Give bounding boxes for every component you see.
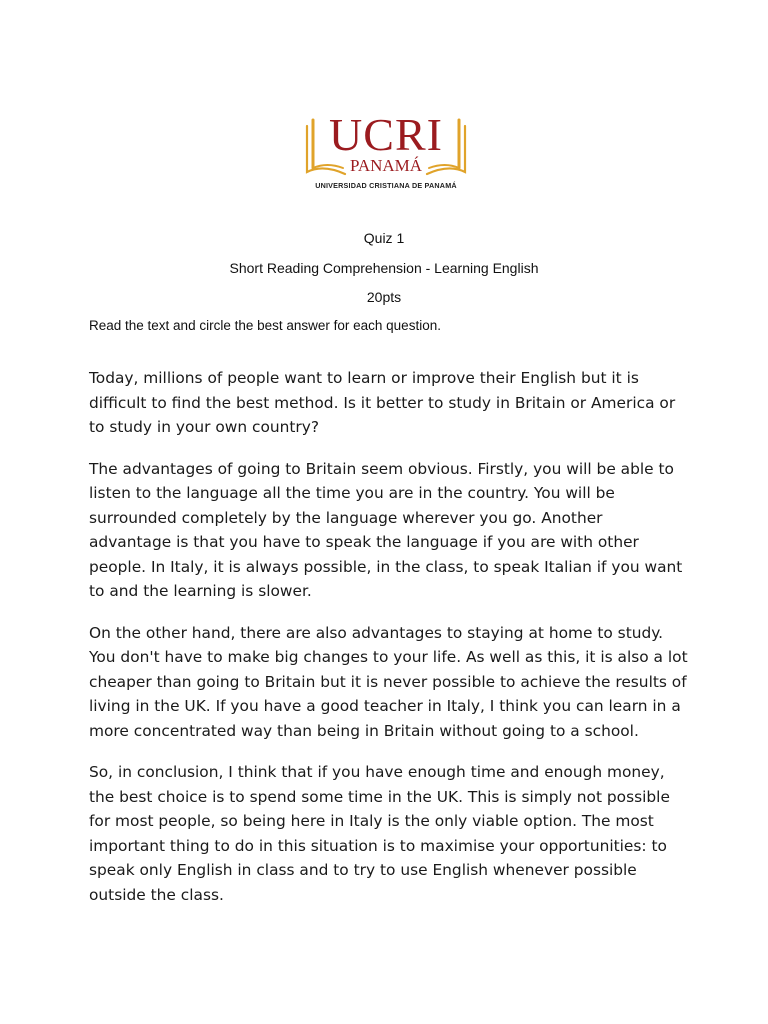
quiz-title: Quiz 1 — [363, 230, 405, 246]
quiz-subtitle: Short Reading Comprehension - Learning English — [229, 260, 539, 276]
logo-brand-text: UCRI — [329, 109, 443, 160]
ucri-logo-graphic — [303, 108, 469, 196]
university-logo — [303, 108, 469, 196]
reading-passage — [89, 366, 689, 924]
reading-paragraph: Today, millions of people want to learn or improve their English but it is difficult to find the best method. Is it better to study in Britain or America or to study in your own country? — [89, 369, 676, 436]
logo-country-text: PANAMÁ — [349, 156, 423, 175]
quiz-points: 20pts — [366, 289, 402, 305]
quiz-instruction: Read the text and circle the best answer for each question. — [89, 318, 441, 333]
reading-paragraph: On the other hand, there are also advantages to staying at home to study. You don't have to make big changes to your life. As well as this, it is also a lot cheaper than going to Britain but it is never possible to achieve the results of living in the UK. If you have a good teacher in Italy, I think you can learn in a more concentrated way than being in Britain without going to a school. — [89, 623, 688, 740]
reading-paragraph: The advantages of going to Britain seem obvious. Firstly, you will be able to listen to the language all the time you are in the country. You will be surrounded completely by the language wherever you go. Another advantage is that you have to speak the language if you are with other people. In Italy, it is always possible, in the class, to speak Italian if you want to and the learning is slower. — [89, 459, 683, 600]
logo-university-text: UNIVERSIDAD CRISTIANA DE PANAMÁ — [315, 181, 457, 190]
reading-paragraph: So, in conclusion, I think that if you have enough time and enough money, the best choice is to spend some time in the UK. This is simply not possible for most people, so being here in Italy is the only viable option. The most important thing to do in this situation is to maximise your opportunities: to speak only English in class and to try to use English whenever possible outside the class. — [89, 763, 670, 904]
